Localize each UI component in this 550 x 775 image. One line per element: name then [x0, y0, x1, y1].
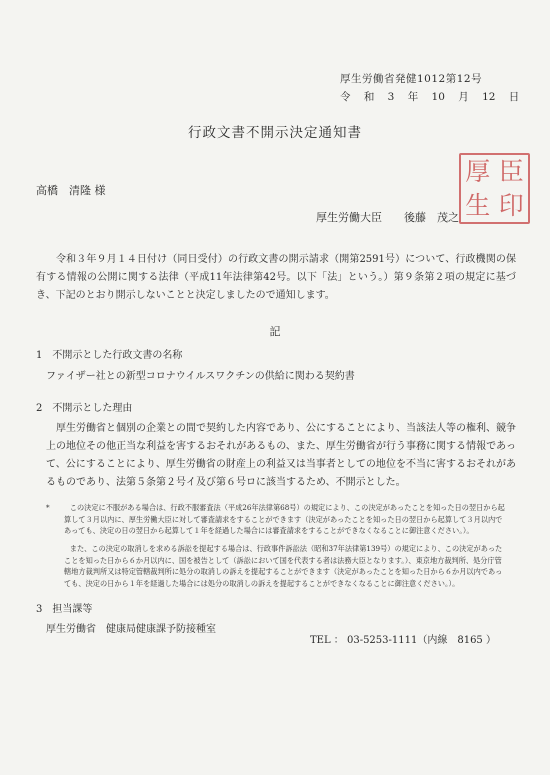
seal-char: 臣: [498, 157, 524, 187]
seal-char: 印: [498, 190, 524, 220]
seal-char: 厚: [465, 157, 491, 187]
appeal-note: [46, 502, 508, 537]
note-asterisk: *: [46, 503, 50, 512]
section-2-heading: 2 不開示とした理由: [36, 403, 133, 414]
appeal-note-text: この決定に不服がある場合は、行政不服審査法（平成26年法律第68号）の規定により、この決定があったことを知った日の翌日から起算して３月以内に、厚生労働大臣に対して審査請求をすることができます（決定があったことを知った日の翌日から起算して３月以内であっても、決定の日の翌日から起算して１年を経過した場合には審査請求をすることができなくなることに御注意ください。）。: [64, 503, 505, 535]
section-1-heading: 1 不開示とした行政文書の名称: [36, 350, 183, 361]
document-date: 令 和 3 年 10 月 12 日: [340, 91, 520, 103]
lawsuit-note: [50, 543, 508, 589]
sender: 厚生労働大臣 後藤 茂之: [316, 211, 459, 224]
intro-paragraph: 令和３年９月１４日付け（同日受付）の行政文書の開示請求（開第2591号）について、行政機関の保有する情報の公開に関する法律（平成11年法律第42号。以下「法」という。）第９条第２項の規定に基づき、下記のとおり開示しないことと決定しましたので通知します。: [36, 254, 516, 301]
section-2-body: 厚生労働省と個別の企業との間で契約した内容であり、公にすることにより、当該法人等の権利、競争上の地位その他正当な利益を害するおそれがあるもの、また、厚生労働省が行う事務に関する情報であって、公にすることにより、厚生労働省の財産上の利益又は当事者としての地位を不当に害するおそれがあるものであり、法第５条第２号イ及び第６号ロに該当するため、不開示とした。: [46, 423, 516, 488]
ki-marker: 記: [269, 325, 281, 338]
seal-char: 生: [465, 190, 491, 220]
lawsuit-note-text: また、この決定の取消しを求める訴訟を提起する場合は、行政事件訴訟法（昭和37年法律第139号）の規定により、この決定があったことを知った日から６か月以内に、国を被告として（訴訟において国を代表する者は法務大臣となります。）、東京地方裁判所、処分庁管轄地方裁判所又は特定管轄裁判所に処分の取消しの訴えを提起することができます（決定があったことを知った日から６か月以内であっても、決定の日から１年を経過した場合には処分の取消しの訴えを提起することができなくなることに御注意ください。）。: [64, 544, 503, 588]
official-seal: [459, 153, 530, 224]
document-number: 厚生労働省発健1012第12号: [340, 73, 483, 85]
section-3-heading: 3 担当課等: [36, 604, 93, 615]
contact-department: 厚生労働省 健康局健康課予防接種室: [46, 624, 216, 635]
section-1-body: ファイザー社との新型コロナウイルスワクチンの供給に関わる契約書: [46, 371, 355, 382]
addressee: 高橋 清隆 様: [36, 184, 106, 197]
document-title: 行政文書不開示決定通知書: [188, 125, 362, 141]
contact-telephone: TEL ： 03-5253-1111（内線 8165 ）: [310, 635, 496, 646]
